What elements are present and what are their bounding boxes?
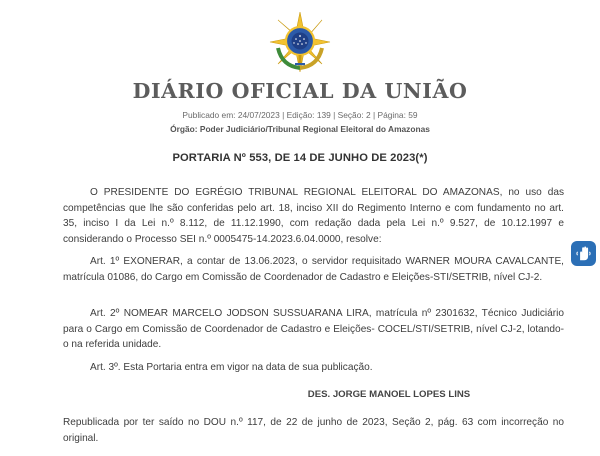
- republication-note: Republicada por ter saído no DOU n.º 117, de 22 de junho de 2023, Seção 2, pág. 63 com incorreção no original.: [63, 417, 564, 444]
- signatory-name: DES. JORGE MANOEL LOPES LINS: [307, 389, 471, 400]
- publication-meta: Publicado em: 24/07/2023 | Edição: 139 | Seção: 2 | Página: 59: [182, 110, 418, 120]
- preamble-paragraph: O PRESIDENTE DO EGRÉGIO TRIBUNAL REGIONAL ELEITORAL DO AMAZONAS, no uso das competências que lhe são conferidas pelo art. 18, inciso XII do Regimento Interno e com fundamento no art. 35, inciso I da Lei n.º 8.112, de 11.12.1990, com redação dada pela Lei n.º 9.527, de 10.12.1997 e considerando o Processo SEI n.º 0005475-14.2023.6.04.0000, resolve:: [63, 187, 564, 245]
- article-2-paragraph: Art. 2º NOMEAR MARCELO JODSON SUSSUARANA LIRA, matrícula nº 2301632, Técnico Judiciário para o Cargo em Comissão de Coordenador de Cadastro e Eleições- COCEL/STI/SETRIB, nível CJ-2, lotando-o na referida unidade.: [63, 308, 564, 350]
- brazil-coat-of-arms-icon: [268, 10, 332, 74]
- article-1-paragraph: Art. 1º EXONERAR, a contar de 13.06.2023, o servidor requisitado WARNER MOURA CAVALCANTE, matrícula 01086, do Cargo em Comissão de Coordenador de Cadastro e Eleições-STI/SETRIB, nível CJ-2.: [63, 256, 564, 283]
- article-3-paragraph: Art. 3º. Esta Portaria entra em vigor na data de sua publicação.: [90, 362, 373, 373]
- accessibility-hand-icon: [575, 245, 592, 262]
- portaria-title: PORTARIA Nº 553, DE 14 DE JUNHO DE 2023(*): [172, 152, 428, 164]
- orgao-text: Órgão: Poder Judiciário/Tribunal Regional Eleitoral do Amazonas: [170, 124, 430, 134]
- masthead-title: DIÁRIO OFICIAL DA UNIÃO: [132, 79, 468, 103]
- accessibility-button[interactable]: [571, 241, 596, 266]
- orgao-line: [0, 124, 600, 134]
